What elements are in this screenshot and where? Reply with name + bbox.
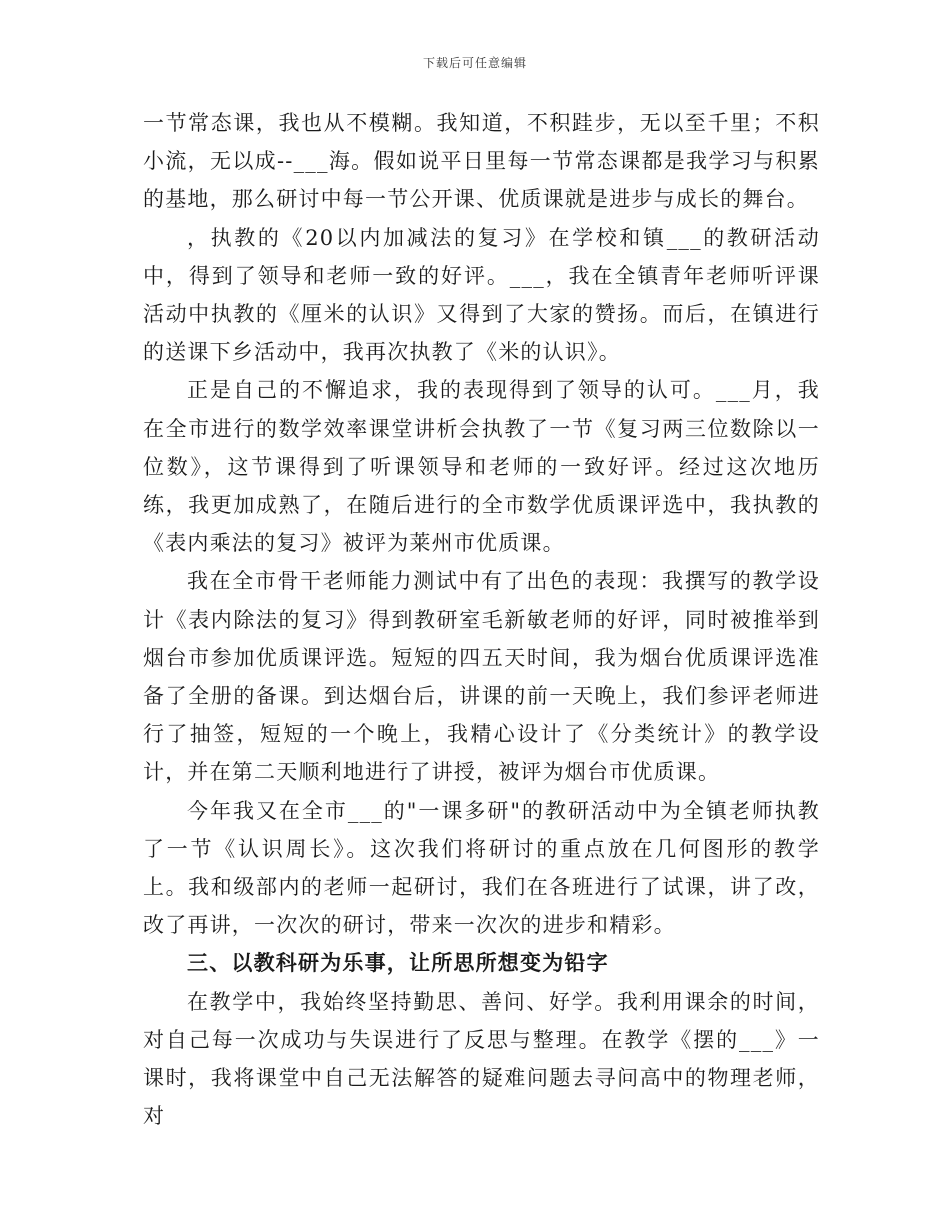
paragraph-6: 在教学中，我始终坚持勤思、善问、好学。我利用课余的时间，对自己每一次成功与失误进行了反思与整理。在教学《摆的___》一课时，我将课堂中自己无法解答的疑难问题去寻问高中的物理老师，对 [143, 989, 820, 1129]
paragraph-3: 正是自己的不懈追求，我的表现得到了领导的认可。___月，我在全市进行的数学效率课堂讲析会执教了一节《复习两三位数除以一位数》，这节课得到了听课领导和老师的一致好评。经过这次地历练，我更加成熟了，在随后进行的全市数学优质课评选中，我执教的《表内乘法的复习》被评为莱州市优质课。 [143, 378, 820, 556]
section-heading: 三、以教科研为乐事，让所思所想变为铅字 [187, 950, 609, 976]
header-note: 下载后可任意编辑 [422, 56, 527, 70]
paragraph-1: 一节常态课，我也从不模糊。我知道，不积跬步，无以至千里；不积小流，无以成--___海。假如说平日里每一节常态课都是我学习与积累的基地，那么研讨中每一节公开课、优质课就是进步与成长的舞台。 [143, 111, 820, 212]
paragraph-2: ，执教的《20以内加减法的复习》在学校和镇___的教研活动中，得到了领导和老师一致的好评。___，我在全镇青年老师听评课活动中执教的《厘米的认识》又得到了大家的赞扬。而后，在镇进行的送课下乡活动中，我再次执教了《米的认识》。 [143, 225, 820, 365]
document-body [143, 104, 820, 1135]
paragraph-5: 今年我又在全市___的"一课多研"的教研活动中为全镇老师执教了一节《认识周长》。这次我们将研讨的重点放在几何图形的教学上。我和级部内的老师一起研讨，我们在各班进行了试课，讲了改，改了再讲，一次次的研讨，带来一次次的进步和精彩。 [143, 798, 820, 938]
paragraph-4: 我在全市骨干老师能力测试中有了出色的表现：我撰写的教学设计《表内除法的复习》得到教研室毛新敏老师的好评，同时被推举到烟台市参加优质课评选。短短的四五天时间，我为烟台优质课评选准备了全册的备课。到达烟台后，讲课的前一天晚上，我们参评老师进行了抽签，短短的一个晚上，我精心设计了《分类统计》的教学设计，并在第二天顺利地进行了讲授，被评为烟台市优质课。 [143, 569, 820, 785]
